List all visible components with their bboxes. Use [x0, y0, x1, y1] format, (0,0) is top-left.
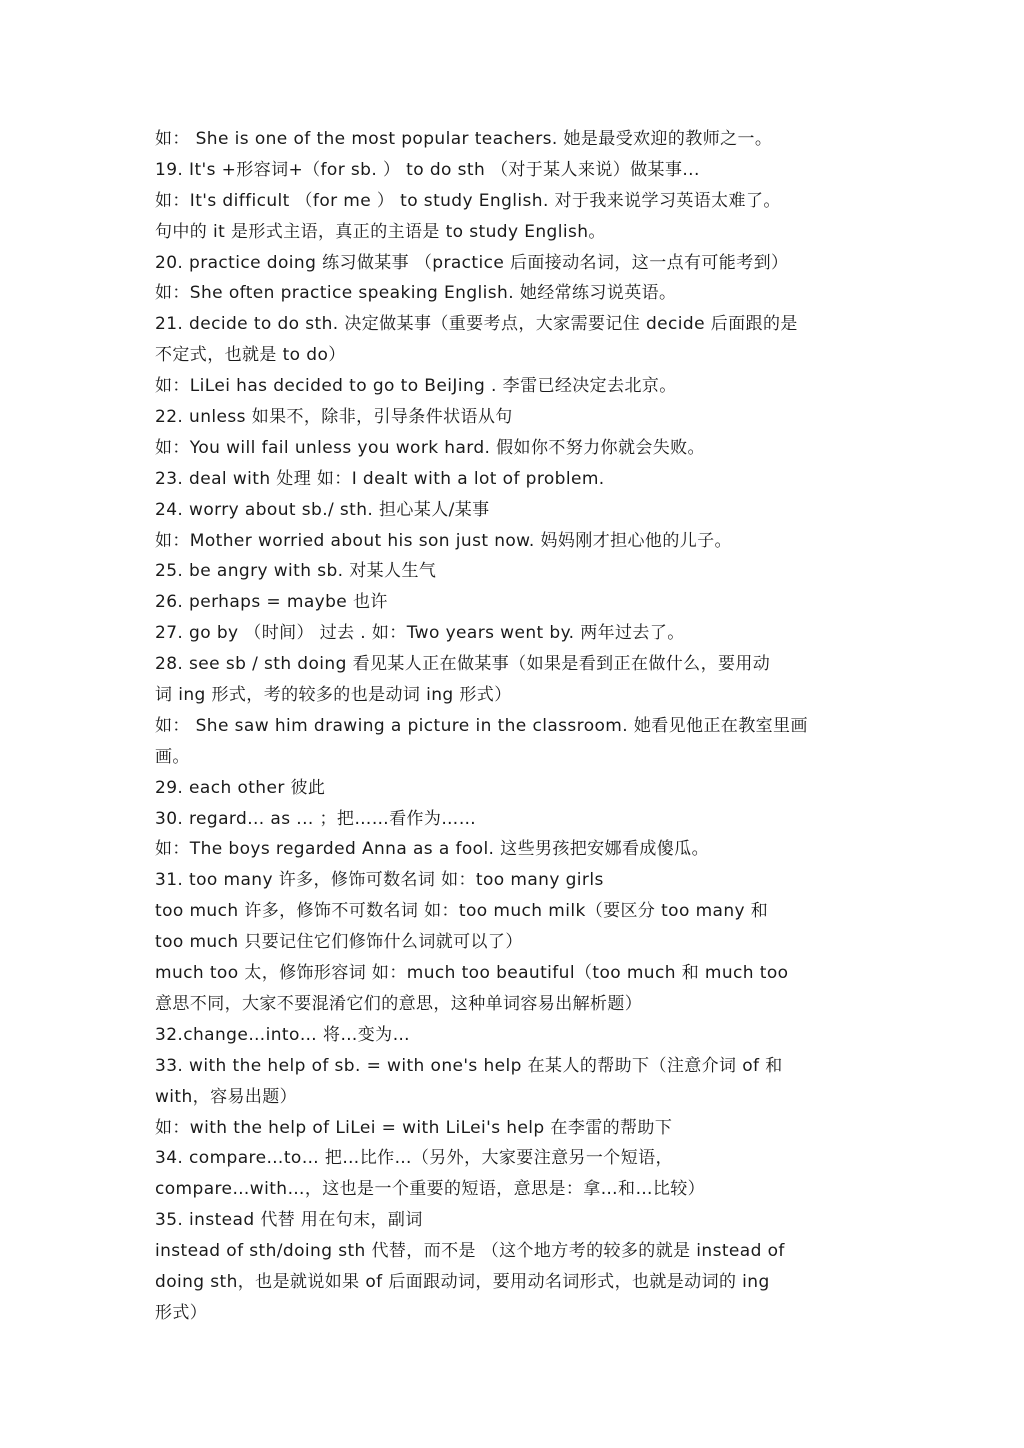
text-line: 30. regard... as ... ；把……看作为……: [155, 808, 477, 829]
text-line: 词 ing 形式，考的较多的也是动词 ing 形式）: [155, 685, 512, 706]
text-line: 如：You will fail unless you work hard. 假如你不努力你就会失败。: [155, 437, 705, 458]
text-line: with，容易出题）: [155, 1086, 298, 1107]
text-line: doing sth，也是就说如果 of 后面跟动词，要用动名词形式，也就是动词的 ing: [155, 1271, 770, 1292]
text-line: 如：Mother worried about his son just now. 妈妈刚才担心他的儿子。: [155, 530, 732, 551]
text-line: 意思不同，大家不要混淆它们的意思，这种单词容易出解析题）: [155, 993, 643, 1014]
text-line: 26. perhaps = maybe 也许: [155, 592, 388, 613]
text-line: 画。: [155, 746, 190, 767]
text-line: 33. with the help of sb. = with one's help 在某人的帮助下（注意介词 of 和: [155, 1055, 783, 1076]
text-line: 24. worry about sb./ sth. 担心某人/某事: [155, 499, 490, 520]
text-line: compare…with…，这也是一个重要的短语，意思是：拿…和…比较）: [155, 1179, 706, 1200]
text-line: 34. compare…to… 把…比作…（另外，大家要注意另一个短语，: [155, 1148, 673, 1169]
text-line: 25. be angry with sb. 对某人生气: [155, 561, 437, 582]
text-line: too much 只要记住它们修饰什么词就可以了）: [155, 932, 523, 953]
text-line: instead of sth/doing sth 代替，而不是 （这个地方考的较多的就是 instead of: [155, 1241, 785, 1262]
text-line: 32.change…into… 将…变为…: [155, 1024, 410, 1045]
text-line: 20. practice doing 练习做某事 （practice 后面接动名词，这一点有可能考到）: [155, 252, 789, 273]
text-line: 31. too many 许多，修饰可数名词 如：too many girls: [155, 870, 604, 891]
text-line: much too 太，修饰形容词 如：much too beautiful（too much 和 much too: [155, 963, 789, 984]
text-line: 如： She saw him drawing a picture in the classroom. 她看见他正在教室里画: [155, 715, 808, 736]
text-line: 如：LiLei has decided to go to BeiJing . 李雷已经决定去北京。: [155, 376, 677, 397]
text-line: 22. unless 如果不，除非，引导条件状语从句: [155, 407, 513, 428]
text-line: 形式）: [155, 1302, 208, 1323]
text-line: 19. It's +形容词+（for sb. ） to do sth （对于某人来说）做某事...: [155, 159, 700, 180]
text-line: 23. deal with 处理 如：I dealt with a lot of problem.: [155, 468, 605, 489]
text-line: 如： She is one of the most popular teachers. 她是最受欢迎的教师之一。: [155, 129, 773, 149]
text-line: 如：The boys regarded Anna as a fool. 这些男孩把安娜看成傻瓜。: [155, 839, 709, 860]
text-line: too much 许多，修饰不可数名词 如：too much milk（要区分 too many 和: [155, 901, 769, 922]
text-line: 35. instead 代替 用在句末，副词: [155, 1210, 423, 1231]
text-line: 21. decide to do sth. 决定做某事（重要考点，大家需要记住 decide 后面跟的是: [155, 314, 798, 335]
text-line: 如：with the help of LiLei = with LiLei's help 在李雷的帮助下: [155, 1117, 673, 1138]
text-line: 如：It's difficult （for me ） to study English. 对于我来说学习英语太难了。: [155, 190, 781, 211]
text-line: 29. each other 彼此: [155, 777, 326, 798]
text-line: 27. go by （时间） 过去 . 如：Two years went by. 两年过去了。: [155, 623, 685, 644]
text-line: 不定式，也就是 to do）: [155, 345, 346, 366]
document-page: [155, 124, 875, 1329]
text-line: 句中的 it 是形式主语，真正的主语是 to study English。: [155, 221, 606, 242]
text-line: 28. see sb / sth doing 看见某人正在做某事（如果是看到正在做什么，要用动: [155, 654, 771, 675]
text-line: 如：She often practice speaking English. 她经常练习说英语。: [155, 283, 677, 304]
